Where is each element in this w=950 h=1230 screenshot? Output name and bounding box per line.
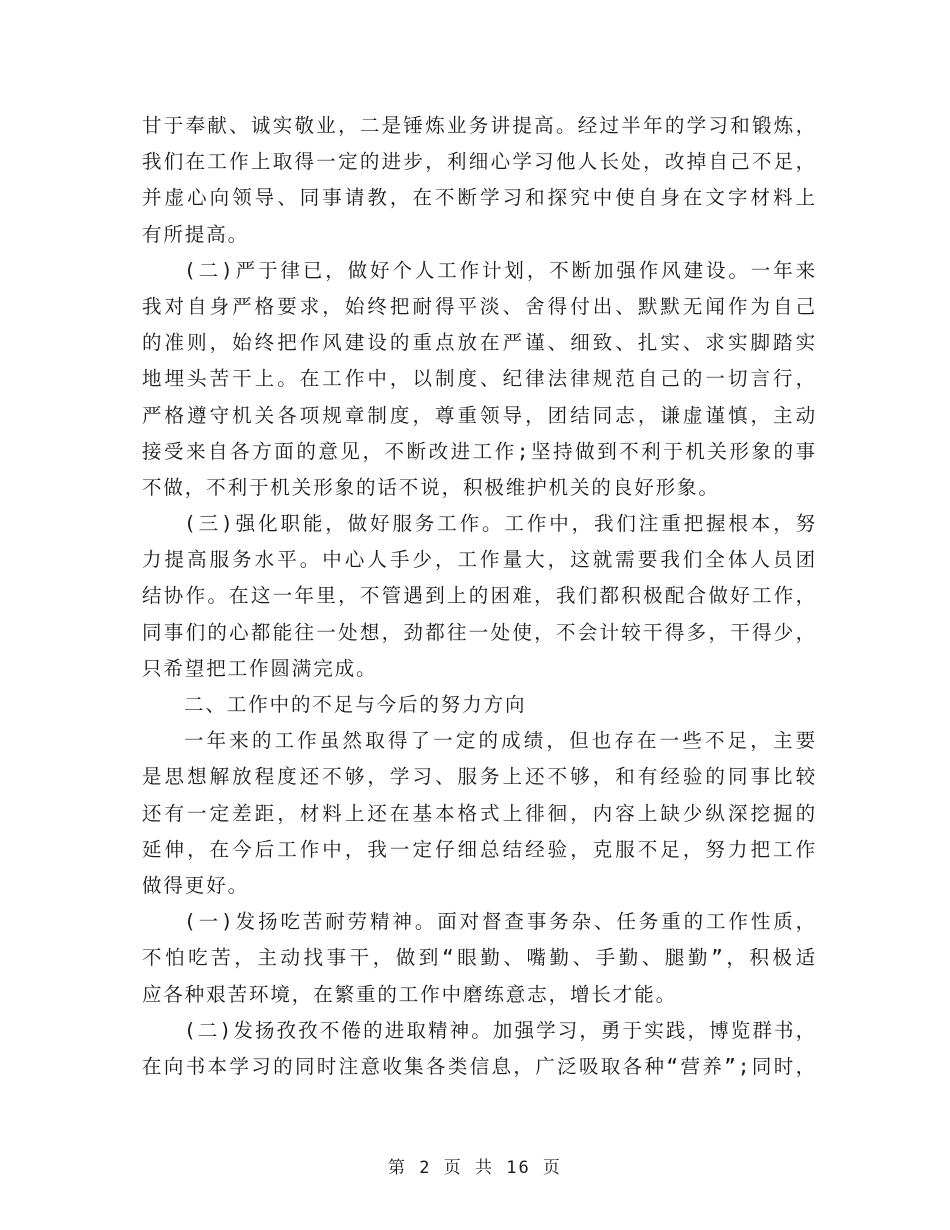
text-line: 并虚心向领导、同事请教，在不断学习和探究中使自身在文字材料上 [142,186,817,210]
text-line: 力提高服务水平。中心人手少，工作量大，这就需要我们全体人员团 [142,548,817,572]
text-line: 一年来的工作虽然取得了一定的成绩，但也存在一些不足，主要 [184,729,817,753]
text-line: (一)发扬吃苦耐劳精神。面对督查事务杂、任务重的工作性质， [184,910,817,934]
text-line: 的准则，始终把作风建设的重点放在严谨、细致、扎实、求实脚踏实 [142,331,817,355]
text-line: 是思想解放程度还不够，学习、服务上还不够，和有经验的同事比较 [142,765,817,789]
text-line: 有所提高。 [142,222,250,246]
text-line: 我们在工作上取得一定的进步，利细心学习他人长处，改掉自己不足， [142,150,817,174]
text-line: 做得更好。 [142,873,250,897]
text-line: 我对自身严格要求，始终把耐得平淡、舍得付出、默默无闻作为自己 [142,294,817,318]
text-line: 结协作。在这一年里，不管遇到上的困难，我们都积极配合做好工作， [142,584,817,608]
text-line: 在向书本学习的同时注意收集各类信息，广泛吸取各种“营养”;同时， [142,1054,817,1078]
text-line: 不做，不利于机关形象的话不说，积极维护机关的良好形象。 [142,475,720,499]
text-line: 接受来自各方面的意见，不断改进工作;坚持做到不利于机关形象的事 [142,439,817,463]
text-line: 还有一定差距，材料上还在基本格式上徘徊，内容上缺少纵深挖掘的 [142,801,817,825]
section-heading: 二、工作中的不足与今后的努力方向 [184,693,527,716]
text-line: 严格遵守机关各项规章制度，尊重领导，团结同志，谦虚谨慎，主动 [142,403,817,427]
text-line: 只希望把工作圆满完成。 [142,656,378,680]
text-line: 地埋头苦干上。在工作中，以制度、纪律法律规范自己的一切言行， [142,367,817,391]
text-line: (二)发扬孜孜不倦的进取精神。加强学习，勇于实践，博览群书， [184,1018,817,1042]
text-line: (三)强化职能，做好服务工作。工作中，我们注重把握根本，努 [184,512,817,536]
text-line: 延伸，在今后工作中，我一定仔细总结经验，克服不足，努力把工作 [142,837,817,861]
text-line: 同事们的心都能往一处想，劲都往一处使，不会计较干得多，干得少， [142,620,817,644]
text-line: 应各种艰苦环境，在繁重的工作中磨练意志，增长才能。 [142,982,678,1006]
body-text [142,108,817,1085]
page-number-footer: 第 2 页 共 16 页 [388,1158,562,1178]
text-line: (二)严于律已，做好个人工作计划，不断加强作风建设。一年来 [184,258,817,282]
text-line: 甘于奉献、诚实敬业，二是锤炼业务讲提高。经过半年的学习和锻炼， [142,114,817,137]
text-line: 不怕吃苦，主动找事干，做到“眼勤、嘴勤、手勤、腿勤”，积极适 [142,946,817,970]
